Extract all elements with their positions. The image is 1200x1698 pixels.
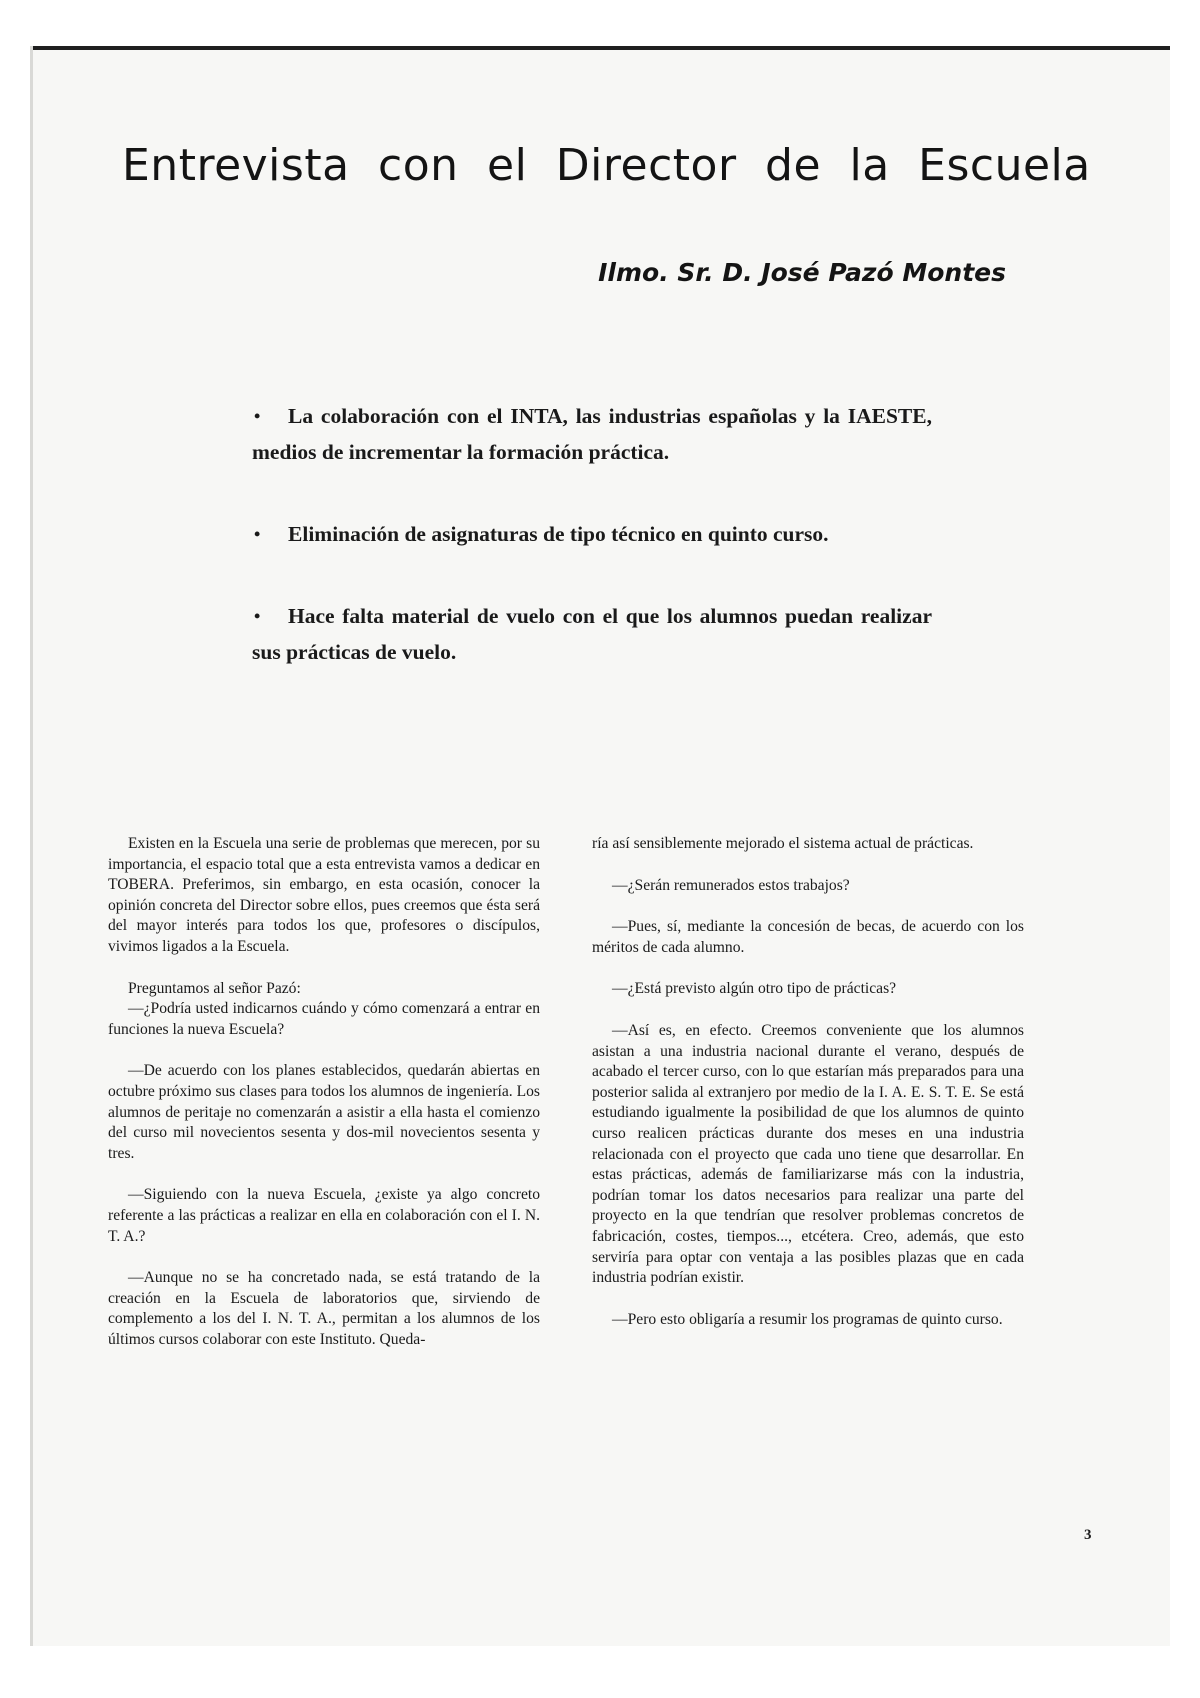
body-column-right	[592, 834, 1024, 1330]
highlights-list	[252, 398, 932, 716]
highlight-item	[252, 516, 932, 552]
question-paragraph: —¿Está previsto algún otro tipo de prácticas?	[612, 980, 897, 998]
question-paragraph: —Siguiendo con la nueva Escuela, ¿existe ya algo concreto referente a las prácticas a realizar en ella en colaboración con el I. N. T. A.?	[108, 1186, 540, 1245]
body-paragraph: ría así sensiblemente mejorado el sistema actual de prácticas.	[592, 835, 974, 852]
article-byline: Ilmo. Sr. D. José Pazó Montes	[598, 258, 1006, 287]
answer-paragraph: —Así es, en efecto. Creemos conveniente que los alumnos asistan a una industria nacional durante el verano, después de acabado el tercer curso, con lo que estarían más preparados para una posterior salida al extranjero por medio de la I. A. E. S. T. E. Se está estudiando igualmente la posibilidad de que los alumnos de quinto curso realicen prácticas durante dos meses en una industria relacionada con el proyecto que cada uno tiene que desarrollar. En estas prácticas, además de familiarizarse más con la industria, podrían tomar los datos necesarios para realizar una parte del proyecto en la que tendrían que resolver problemas concretos de fabricación, costes, tiempos..., etcétera. Creo, además, que esto serviría para optar con ventaja a las posibles plazas que en cada industria podrían existir.	[592, 1021, 1024, 1287]
body-paragraph: Existen en la Escuela una serie de problemas que merecen, por su importancia, el espacio total que a esta entrevista vamos a dedicar en TOBERA. Preferimos, sin embargo, en esta ocasión, conocer la opinión concreta del Director sobre ellos, pues creemos que ésta será del mayor interés para todos los que, profesores o discípulos, vivimos ligados a la Escuela.	[108, 835, 540, 955]
question-paragraph: —¿Podría usted indicarnos cuándo y cómo comenzará a entrar en funciones la nueva Escuela?	[108, 1000, 540, 1038]
answer-paragraph: —Pues, sí, mediante la concesión de becas, de acuerdo con los méritos de cada alumno.	[592, 918, 1024, 956]
top-rule	[30, 46, 1170, 50]
question-paragraph: —¿Serán remunerados estos trabajos?	[612, 876, 850, 894]
answer-paragraph: —De acuerdo con los planes establecidos, quedarán abiertas en octubre próximo sus clases para todos los alumnos de ingeniería. Los alumnos de peritaje no comenzarán a asistir a ella hasta el comienzo del curso mil novecientos sesenta y dos-mil novecientos sesenta y tres.	[108, 1062, 540, 1162]
bullet-icon: •	[254, 524, 261, 544]
bullet-icon: •	[254, 406, 261, 426]
body-paragraph: Preguntamos al señor Pazó:	[128, 979, 301, 997]
page-number: 3	[1084, 1527, 1092, 1543]
highlight-item	[252, 598, 932, 670]
bullet-icon: •	[254, 606, 261, 626]
body-column-left	[108, 834, 540, 1350]
question-paragraph: —Pero esto obligaría a resumir los programas de quinto curso.	[612, 1310, 1003, 1328]
article-title: Entrevista con el Director de la Escuela	[122, 140, 1091, 191]
magazine-page	[30, 46, 1170, 1646]
highlight-text: La colaboración con el INTA, las industrias españolas y la IAESTE, medios de incrementar la formación práctica.	[252, 404, 932, 464]
highlight-text: Eliminación de asignaturas de tipo técnico en quinto curso.	[288, 522, 829, 546]
answer-paragraph: —Aunque no se ha concretado nada, se está tratando de la creación en la Escuela de laboratorios que, sirviendo de complemento a los del I. N. T. A., permitan a los alumnos de los últimos cursos colaborar con este Instituto. Queda-	[108, 1269, 540, 1348]
page-edge	[30, 46, 33, 1646]
highlight-text: Hace falta material de vuelo con el que los alumnos puedan realizar sus prácticas de vuelo.	[252, 604, 932, 664]
highlight-item	[252, 398, 932, 470]
